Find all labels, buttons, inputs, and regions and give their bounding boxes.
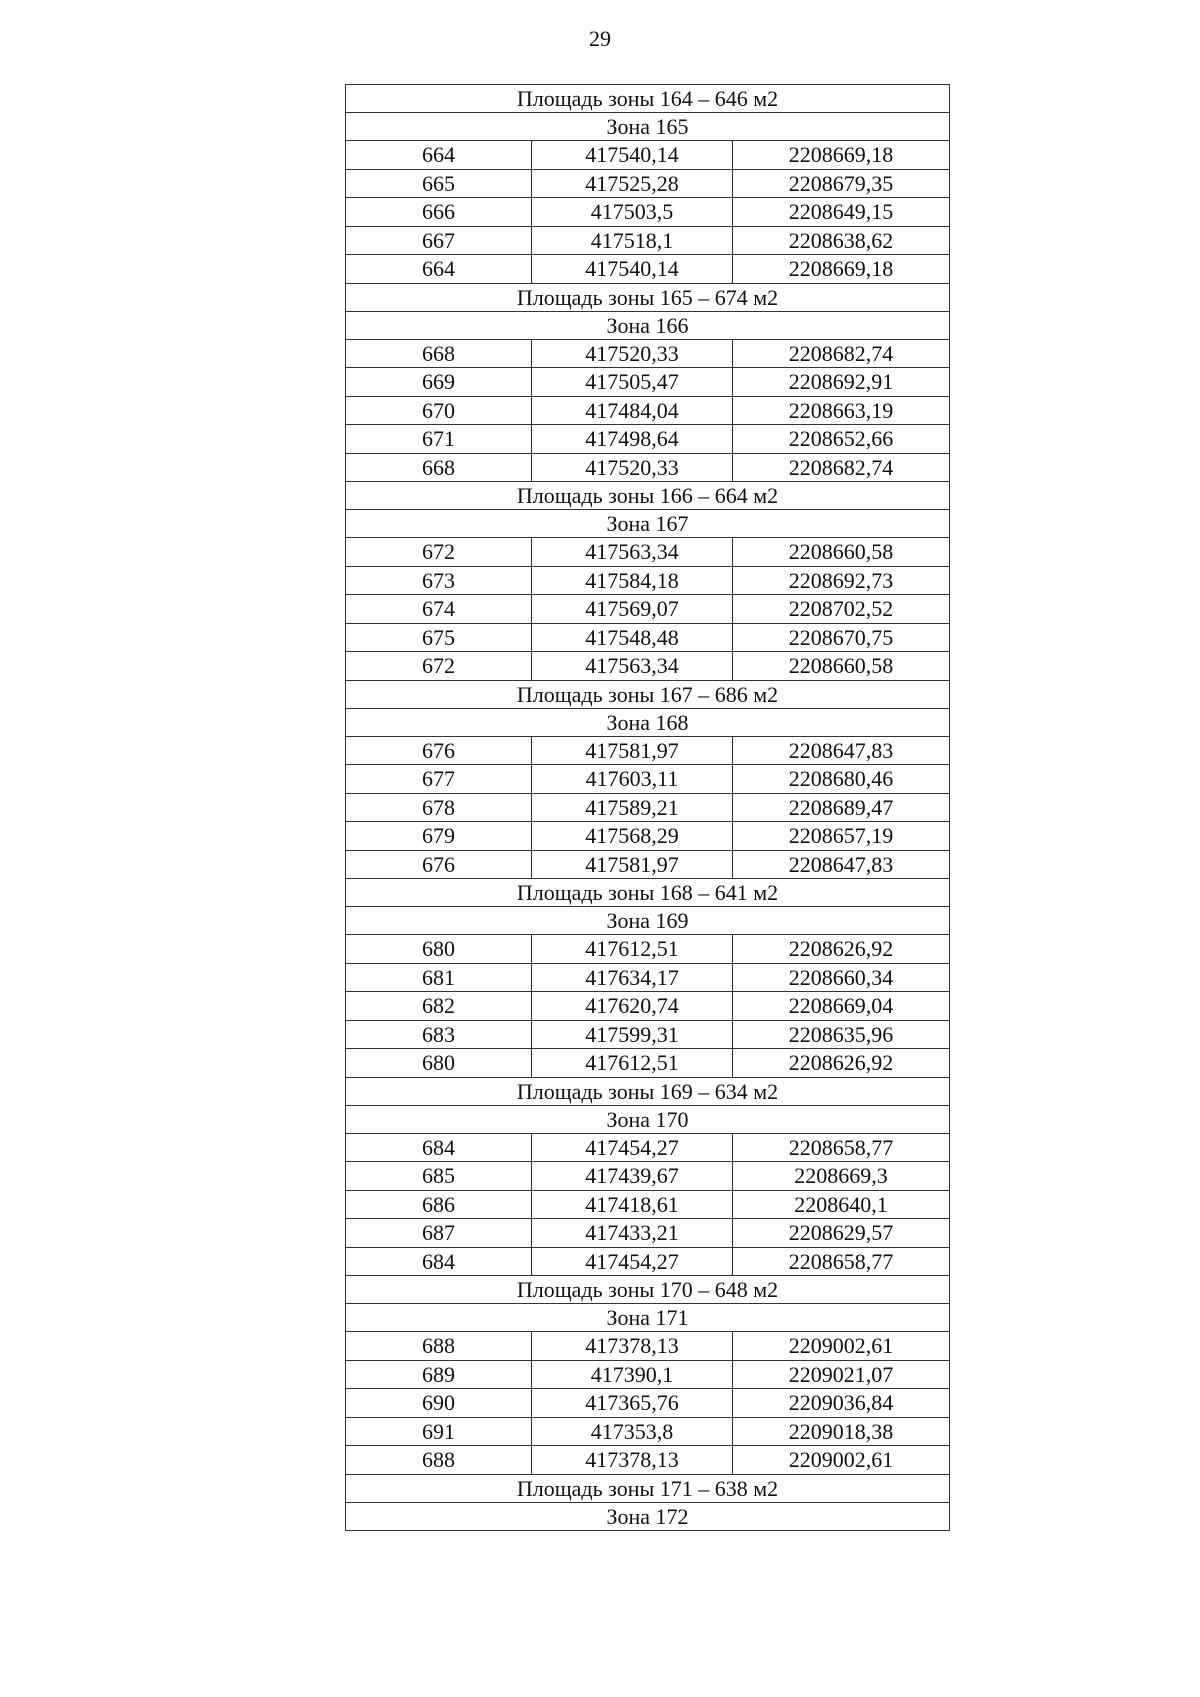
point-row: [346, 1417, 950, 1446]
point-number-cell: 676: [346, 850, 532, 879]
zone-area-row: [346, 680, 950, 708]
coordinates-table-body: [346, 85, 950, 1531]
point-number-cell: 664: [346, 255, 532, 284]
x-coordinate-cell: 417620,74: [532, 992, 733, 1021]
x-coordinate-cell: 417603,11: [532, 765, 733, 794]
point-row: [346, 963, 950, 992]
point-row: [346, 1219, 950, 1248]
y-coordinate-cell: 2208692,73: [733, 566, 950, 595]
y-coordinate-cell: 2208658,77: [733, 1247, 950, 1276]
x-coordinate-cell: 417540,14: [532, 141, 733, 170]
point-row: [346, 1360, 950, 1389]
page-number: 29: [589, 26, 611, 51]
zone-area-cell: Площадь зоны 170 – 648 м2: [346, 1276, 950, 1304]
x-coordinate-cell: 417520,33: [532, 453, 733, 482]
point-row: [346, 1389, 950, 1418]
zone-area-row: [346, 283, 950, 311]
point-row: [346, 1020, 950, 1049]
y-coordinate-cell: 2208663,19: [733, 396, 950, 425]
point-number-cell: 668: [346, 339, 532, 368]
y-coordinate-cell: 2208660,58: [733, 538, 950, 567]
x-coordinate-cell: 417353,8: [532, 1417, 733, 1446]
x-coordinate-cell: 417634,17: [532, 963, 733, 992]
point-row: [346, 226, 950, 255]
point-number-cell: 677: [346, 765, 532, 794]
x-coordinate-cell: 417612,51: [532, 1049, 733, 1078]
x-coordinate-cell: 417454,27: [532, 1133, 733, 1162]
y-coordinate-cell: 2208638,62: [733, 226, 950, 255]
point-row: [346, 736, 950, 765]
zone-title-cell: Зона 169: [346, 907, 950, 935]
zone-header-row: [346, 311, 950, 339]
coordinates-table: [345, 84, 950, 1531]
point-row: [346, 396, 950, 425]
x-coordinate-cell: 417589,21: [532, 793, 733, 822]
x-coordinate-cell: 417612,51: [532, 935, 733, 964]
zone-area-cell: Площадь зоны 168 – 641 м2: [346, 879, 950, 907]
y-coordinate-cell: 2209018,38: [733, 1417, 950, 1446]
y-coordinate-cell: 2208626,92: [733, 935, 950, 964]
point-number-cell: 690: [346, 1389, 532, 1418]
point-number-cell: 691: [346, 1417, 532, 1446]
x-coordinate-cell: 417540,14: [532, 255, 733, 284]
y-coordinate-cell: 2209002,61: [733, 1446, 950, 1475]
y-coordinate-cell: 2208647,83: [733, 736, 950, 765]
point-row: [346, 255, 950, 284]
point-row: [346, 198, 950, 227]
y-coordinate-cell: 2208626,92: [733, 1049, 950, 1078]
point-row: [346, 453, 950, 482]
point-number-cell: 688: [346, 1332, 532, 1361]
zone-area-cell: Площадь зоны 171 – 638 м2: [346, 1474, 950, 1502]
y-coordinate-cell: 2208669,3: [733, 1162, 950, 1191]
zone-area-row: [346, 1276, 950, 1304]
x-coordinate-cell: 417418,61: [532, 1190, 733, 1219]
x-coordinate-cell: 417503,5: [532, 198, 733, 227]
zone-title-cell: Зона 172: [346, 1502, 950, 1530]
point-number-cell: 668: [346, 453, 532, 482]
y-coordinate-cell: 2208658,77: [733, 1133, 950, 1162]
point-number-cell: 683: [346, 1020, 532, 1049]
y-coordinate-cell: 2209021,07: [733, 1360, 950, 1389]
x-coordinate-cell: 417439,67: [532, 1162, 733, 1191]
point-number-cell: 681: [346, 963, 532, 992]
zone-header-row: [346, 1105, 950, 1133]
y-coordinate-cell: 2208669,18: [733, 255, 950, 284]
y-coordinate-cell: 2208680,46: [733, 765, 950, 794]
x-coordinate-cell: 417525,28: [532, 169, 733, 198]
point-row: [346, 595, 950, 624]
zone-area-cell: Площадь зоны 166 – 664 м2: [346, 482, 950, 510]
point-number-cell: 687: [346, 1219, 532, 1248]
point-number-cell: 671: [346, 425, 532, 454]
zone-title-cell: Зона 170: [346, 1105, 950, 1133]
zone-header-row: [346, 510, 950, 538]
x-coordinate-cell: 417484,04: [532, 396, 733, 425]
point-row: [346, 425, 950, 454]
point-number-cell: 676: [346, 736, 532, 765]
point-row: [346, 992, 950, 1021]
y-coordinate-cell: 2208669,04: [733, 992, 950, 1021]
point-row: [346, 1190, 950, 1219]
x-coordinate-cell: 417581,97: [532, 850, 733, 879]
x-coordinate-cell: 417433,21: [532, 1219, 733, 1248]
y-coordinate-cell: 2209002,61: [733, 1332, 950, 1361]
zone-title-cell: Зона 167: [346, 510, 950, 538]
y-coordinate-cell: 2208652,66: [733, 425, 950, 454]
y-coordinate-cell: 2208670,75: [733, 623, 950, 652]
zone-header-row: [346, 113, 950, 141]
y-coordinate-cell: 2208702,52: [733, 595, 950, 624]
point-row: [346, 652, 950, 681]
point-row: [346, 1162, 950, 1191]
y-coordinate-cell: 2208682,74: [733, 453, 950, 482]
point-number-cell: 688: [346, 1446, 532, 1475]
zone-header-row: [346, 1304, 950, 1332]
point-row: [346, 538, 950, 567]
y-coordinate-cell: 2208669,18: [733, 141, 950, 170]
y-coordinate-cell: 2208640,1: [733, 1190, 950, 1219]
point-number-cell: 672: [346, 652, 532, 681]
x-coordinate-cell: 417520,33: [532, 339, 733, 368]
point-number-cell: 666: [346, 198, 532, 227]
y-coordinate-cell: 2208649,15: [733, 198, 950, 227]
point-number-cell: 675: [346, 623, 532, 652]
zone-title-cell: Зона 171: [346, 1304, 950, 1332]
point-number-cell: 684: [346, 1133, 532, 1162]
point-row: [346, 141, 950, 170]
point-row: [346, 169, 950, 198]
zone-area-cell: Площадь зоны 167 – 686 м2: [346, 680, 950, 708]
zone-area-row: [346, 482, 950, 510]
zone-area-cell: Площадь зоны 169 – 634 м2: [346, 1077, 950, 1105]
x-coordinate-cell: 417378,13: [532, 1446, 733, 1475]
point-row: [346, 822, 950, 851]
point-number-cell: 664: [346, 141, 532, 170]
point-row: [346, 1049, 950, 1078]
y-coordinate-cell: 2208689,47: [733, 793, 950, 822]
y-coordinate-cell: 2208679,35: [733, 169, 950, 198]
point-row: [346, 339, 950, 368]
x-coordinate-cell: 417548,48: [532, 623, 733, 652]
y-coordinate-cell: 2208660,58: [733, 652, 950, 681]
zone-title-cell: Зона 166: [346, 311, 950, 339]
point-row: [346, 850, 950, 879]
point-row: [346, 1247, 950, 1276]
point-row: [346, 765, 950, 794]
x-coordinate-cell: 417365,76: [532, 1389, 733, 1418]
point-number-cell: 680: [346, 1049, 532, 1078]
x-coordinate-cell: 417498,64: [532, 425, 733, 454]
point-number-cell: 678: [346, 793, 532, 822]
zone-area-cell: Площадь зоны 164 – 646 м2: [346, 85, 950, 113]
x-coordinate-cell: 417563,34: [532, 538, 733, 567]
zone-header-row: [346, 1502, 950, 1530]
point-number-cell: 665: [346, 169, 532, 198]
point-row: [346, 793, 950, 822]
zone-header-row: [346, 708, 950, 736]
x-coordinate-cell: 417390,1: [532, 1360, 733, 1389]
point-number-cell: 670: [346, 396, 532, 425]
point-number-cell: 682: [346, 992, 532, 1021]
zone-area-row: [346, 1077, 950, 1105]
point-number-cell: 685: [346, 1162, 532, 1191]
zone-area-row: [346, 879, 950, 907]
x-coordinate-cell: 417378,13: [532, 1332, 733, 1361]
point-number-cell: 684: [346, 1247, 532, 1276]
point-number-cell: 674: [346, 595, 532, 624]
x-coordinate-cell: 417568,29: [532, 822, 733, 851]
point-number-cell: 686: [346, 1190, 532, 1219]
y-coordinate-cell: 2208657,19: [733, 822, 950, 851]
point-number-cell: 672: [346, 538, 532, 567]
point-row: [346, 1133, 950, 1162]
point-row: [346, 566, 950, 595]
zone-title-cell: Зона 165: [346, 113, 950, 141]
point-number-cell: 669: [346, 368, 532, 397]
x-coordinate-cell: 417518,1: [532, 226, 733, 255]
point-number-cell: 679: [346, 822, 532, 851]
point-row: [346, 623, 950, 652]
point-number-cell: 689: [346, 1360, 532, 1389]
point-row: [346, 1332, 950, 1361]
x-coordinate-cell: 417581,97: [532, 736, 733, 765]
zone-area-row: [346, 1474, 950, 1502]
x-coordinate-cell: 417563,34: [532, 652, 733, 681]
point-number-cell: 680: [346, 935, 532, 964]
point-row: [346, 1446, 950, 1475]
zone-area-row: [346, 85, 950, 113]
y-coordinate-cell: 2208692,91: [733, 368, 950, 397]
y-coordinate-cell: 2208647,83: [733, 850, 950, 879]
x-coordinate-cell: 417505,47: [532, 368, 733, 397]
y-coordinate-cell: 2208682,74: [733, 339, 950, 368]
x-coordinate-cell: 417584,18: [532, 566, 733, 595]
point-number-cell: 673: [346, 566, 532, 595]
y-coordinate-cell: 2208660,34: [733, 963, 950, 992]
x-coordinate-cell: 417599,31: [532, 1020, 733, 1049]
zone-area-cell: Площадь зоны 165 – 674 м2: [346, 283, 950, 311]
point-row: [346, 368, 950, 397]
x-coordinate-cell: 417569,07: [532, 595, 733, 624]
point-row: [346, 935, 950, 964]
y-coordinate-cell: 2208629,57: [733, 1219, 950, 1248]
point-number-cell: 667: [346, 226, 532, 255]
y-coordinate-cell: 2208635,96: [733, 1020, 950, 1049]
x-coordinate-cell: 417454,27: [532, 1247, 733, 1276]
zone-header-row: [346, 907, 950, 935]
y-coordinate-cell: 2209036,84: [733, 1389, 950, 1418]
zone-title-cell: Зона 168: [346, 708, 950, 736]
